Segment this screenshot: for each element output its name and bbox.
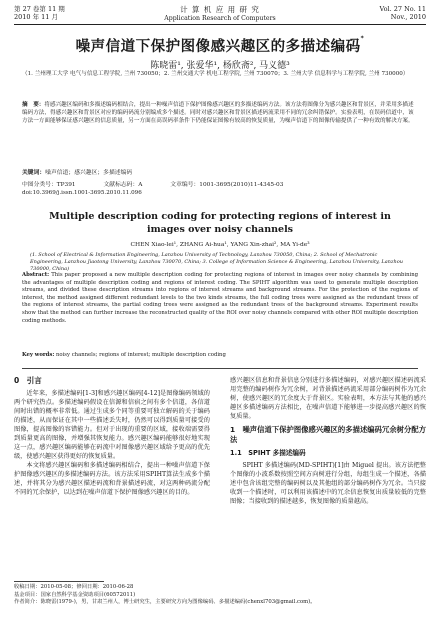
section-heading-introduction: 0 引言 <box>14 376 42 385</box>
paper-title-en: Multiple description coding for protecting regions of interest in images over noisy channels <box>49 211 391 235</box>
class-number: 中图分类号：TP391 <box>22 182 76 188</box>
volume-cn: 第 27 卷第 11 期 <box>14 5 65 13</box>
abstract-cn <box>22 101 418 125</box>
section-heading-1: 1 噪声信道下保护图像感兴趣区的多描述编码冗余树分配方法 <box>230 425 426 444</box>
title-text: 噪声信道下保护图像感兴趣区的多描述编码 <box>75 39 361 55</box>
date-en: Nov., 2010 <box>390 13 426 21</box>
journal-name-cn: 计 算 机 应 用 研 究 <box>180 5 260 14</box>
body-paragraph: 近年来，多描述编码[1-3]和感兴趣区编码[4-12]是图像编码领域的两个研究热点。多描述编码假设在信源和信宿之间有多个信道，各信道间时出错的概率非常低。通过生成多个同等重要可独立解码的关于编码的描述，从而保证在其中一些描述丢失时，仍然可以得到质量可接受的图像，提高图像的容错能力。但对于出现的重要的区域，接收端需要得到质量更高的图像，并增强其恢复能力。感兴趣区编码能够很好地实现这一点，感兴趣区编码能够在码流中对图像感兴趣区域给予更高的优先级，使感兴趣区获得更好的恢复质量。 <box>14 390 210 460</box>
abstract-cn-label: 摘 要： <box>22 102 45 108</box>
keywords-cn <box>22 167 418 176</box>
body-paragraph: 感兴趣区信息和背景信息分别进行多描述编码，对感兴趣区描述码流采用完整的编码树作为冗余树，对背景描述码流采用部分编码树作为冗余树，使感兴趣区的冗余度大于背景区。实验表明，本方法与其他的感兴趣区多描述编码方法相比，在噪声信道下能够进一步提高感兴趣区的恢复质量。 <box>230 377 426 420</box>
abstract-en-text: This paper proposed a new multiple description coding for protecting regions of interest in images over noisy channels by combining the advantages of multiple description coding and regions of interest coding. The SPIHT algorithm was used to generate multiple description streams, and divided these description streams into regions of interest streams and background streams. For the protection of the regions of interest, the method assigned different redundant levels to the two kinds streams, the full coding trees were assigned as the redundant trees of the regions of interest streams, the partial coding trees were assigned as the redundant trees of the background streams. Experiment results show that the method can further increase the reconstructed quality of the ROI over noisy channels compared with other ROI multiple description coding methods. <box>22 272 418 324</box>
footnote-rule <box>14 581 104 582</box>
journal-name-en: Application Research of Computers <box>164 15 276 22</box>
footnote-author-bio: 作者简介：陈晓雷(1979-)，男，甘肃兰州人，博士研究生，主要研究方向为图像编码、多描述编码(chenxl703@gmail.com)。 <box>14 599 316 606</box>
keywords-cn-label: 关键词： <box>22 170 46 176</box>
keywords-en-text: noisy channels; regions of interest; multiple description coding <box>56 352 226 358</box>
doi: doi:10.3969/j.issn.1001-3695.2010.11.096 <box>22 190 142 196</box>
authors-en: CHEN Xiao-lei¹, ZHANG Ai-hua¹, YANG Xin-zhai², MA Yi-de³ <box>130 242 310 248</box>
body-column-right <box>230 376 426 506</box>
title-footnote-mark: * <box>360 35 365 42</box>
body-paragraph: 本文将感兴趣区编码和多描述编码相结合，提出一种噪声信道下保护图像感兴趣区的多描述编码方法。该方法采用SPIHT算法生成多个描述，并将其分为感兴趣区描述码流和背景描述码流，对这两种码流分配不同的冗余保护，以达到在噪声信道下保护图像感兴趣区的目的。 <box>14 462 210 496</box>
abstract-en-label: Abstract: <box>22 272 50 278</box>
running-header <box>14 4 426 30</box>
classification-line <box>22 179 418 188</box>
body-paragraph: SPIHT 多描述编码(MD-SPIHT)[1]由 Miguel 提出。该方法把整个图像的小波系数按照空间方向树进行分组，每组生成一个描述，各描述中包含该组完整的编码树以及其他组的部分编码树作为冗余。当只接收到一个描述时，可以利用该描述中的冗余信息恢复出质量较低的完整图像；当接收到的描述越多，恢复图像的质量越高。 <box>230 462 426 505</box>
article-number: 文章编号：1001-3695(2010)11-4345-03 <box>170 182 284 188</box>
document-code: 文献标志码：A <box>103 182 143 188</box>
affiliations-cn: （1. 兰州理工大学 电气与信息工程学院, 兰州 730050；2. 兰州交通大学 机电工程学院, 兰州 730070；3. 兰州大学 信息科学与工程学院, 兰州 730000） <box>22 71 409 77</box>
abstract-separator <box>22 368 418 369</box>
issue-info-en <box>380 5 426 21</box>
journal-name <box>14 5 426 23</box>
footnote-received: 收稿日期：2010-05-08；修回日期：2010-06-28 <box>14 584 134 590</box>
header-rule <box>14 24 426 25</box>
body-column-left <box>14 376 210 497</box>
date-cn: 2010 年 11 月 <box>14 13 59 21</box>
authors-cn: 陈晓雷¹, 张爱华¹, 杨欣斋², 马义德³ <box>150 61 290 71</box>
affiliations-en: (1. School of Electrical & Information Engineering, Lanzhou University of Technology, Lanzhou 730050, China; 2. School of Mechatronic Engineering, Lanzhou Jiaotong University, Lanzhou 730070, China; 3. College of Information Science & Engineering, Lanzhou University, Lanzhou 730000, China) <box>30 252 403 272</box>
paper-title-cn <box>0 35 440 56</box>
footnotes <box>14 584 426 607</box>
abstract-en <box>22 272 418 325</box>
subsection-heading-1-1: 1.1 SPIHT 多描述编码 <box>230 449 306 457</box>
volume-en: Vol. 27 No. 11 <box>379 5 426 13</box>
keywords-cn-text: 噪声信道；感兴趣区；多描述编码 <box>45 170 133 176</box>
footnote-fund: 基金项目：国家自然科学基金资助项目(60572011) <box>14 591 136 598</box>
keywords-en-label: Key words: <box>22 352 55 358</box>
keywords-en <box>22 352 418 358</box>
abstract-cn-text: 将感兴趣区编码和多描述编码相结合，提出一种噪声信道下保护图像感兴趣区的多描述编码方法。该方法将图像分为感兴趣区和背景区，并采用多描述编码方法，得感兴趣区和背景区对应的编码码流分别编成多个描述。同时对感兴趣区和背景区描述码流采用不同的冗余纠错保护。实验表明，在误码信道中，该方法一方面能够保证感兴趣区的信息质量，另一方面在高误码率条件下仍能保证图像有较高的恢复质量，为噪声信道下的图像传输提供了一种有效的解决方案。 <box>22 102 414 124</box>
